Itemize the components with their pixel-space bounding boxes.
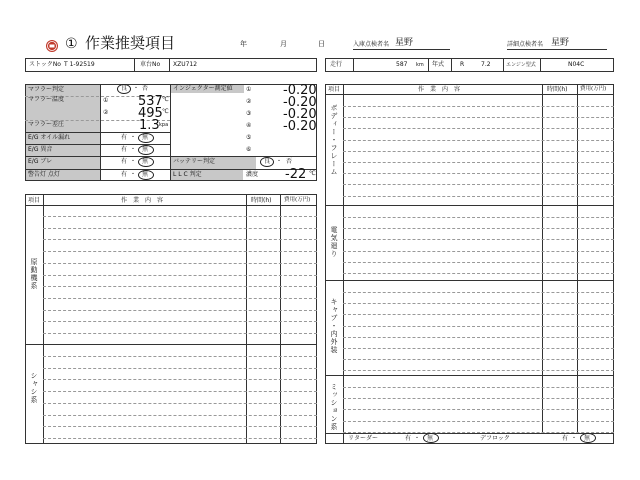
engine-type-value: N04C xyxy=(568,61,585,68)
ruling-line xyxy=(343,273,614,274)
year-era: R xyxy=(460,61,465,68)
ruling-line xyxy=(43,403,317,404)
retarder-label: リターダー xyxy=(348,435,379,442)
temp1-unit: ℃ xyxy=(162,96,169,103)
ruling-line xyxy=(343,162,614,163)
warning-yes: 有 xyxy=(121,171,128,178)
noise-none: 無 xyxy=(142,146,149,153)
left-col-work: 作 業 内 容 xyxy=(121,197,164,204)
ruling-line xyxy=(43,228,317,229)
ruling-line xyxy=(343,228,614,229)
right-col-item: 項目 xyxy=(328,86,341,93)
ruling-line xyxy=(343,370,614,371)
oil-leak-dot: ・ xyxy=(130,134,137,141)
diff-lock-dot: ・ xyxy=(571,435,578,442)
ruling-line xyxy=(43,286,317,287)
injector-1-num: ① xyxy=(246,86,252,93)
battery-dot: ・ xyxy=(276,158,283,165)
diff-unit: kpa xyxy=(159,122,169,128)
muffler-judge-good: 良 xyxy=(121,85,128,92)
ruling-line xyxy=(343,292,614,293)
section-cab: キャブ・内外装 xyxy=(330,298,338,354)
temp2-value: 495 xyxy=(138,106,163,121)
ruling-line xyxy=(43,251,317,252)
ruling-line xyxy=(343,303,614,304)
right-col-hours: 時間(h) xyxy=(547,86,568,93)
ruling-line xyxy=(343,251,614,252)
ruling-line xyxy=(343,432,614,433)
year-label: 年式 xyxy=(432,61,445,68)
mileage-value: 587 xyxy=(396,61,408,68)
ruling-line xyxy=(43,239,317,240)
ruling-line xyxy=(343,262,614,263)
ruling-line xyxy=(43,391,317,392)
ruling-line xyxy=(343,196,614,197)
right-work-table xyxy=(325,84,614,444)
section-electrical: 電気廻り xyxy=(330,226,338,258)
injector-label: インジェクター測定値 xyxy=(173,85,233,92)
vibration-none: 無 xyxy=(142,158,149,165)
ruling-line xyxy=(343,184,614,185)
warning-dot: ・ xyxy=(130,171,137,178)
ruling-line xyxy=(43,216,317,217)
ruling-line xyxy=(343,128,614,129)
ruling-line xyxy=(343,239,614,240)
retarder-none: 無 xyxy=(427,435,434,442)
warning-none: 無 xyxy=(142,171,149,178)
battery-label: バッテリー判定 xyxy=(173,158,216,165)
section-body-frame: ボディー・フレーム xyxy=(330,104,338,176)
muffler-diff-label: マフラー差圧 xyxy=(28,121,65,128)
detail-inspector-value: 星野 xyxy=(551,38,570,48)
ruling-line xyxy=(343,421,614,422)
noise-dot: ・ xyxy=(130,146,137,153)
year-value: 7.2 xyxy=(481,61,491,68)
ruling-line xyxy=(43,356,317,357)
right-col-work: 作 業 内 容 xyxy=(418,86,461,93)
number-mark: ① xyxy=(65,36,78,52)
injector-6-num: ⑥ xyxy=(246,146,252,153)
ruling-line xyxy=(343,348,614,349)
engine-type-label: エンジン型式 xyxy=(506,62,536,68)
date-month-label: 月 xyxy=(280,40,287,48)
ruling-line xyxy=(43,275,317,276)
ruling-line xyxy=(43,263,317,264)
concentration-label: 濃度 xyxy=(246,171,259,178)
battery-no: 否 xyxy=(286,158,293,165)
left-col-cost: 費用(万円) xyxy=(284,197,311,203)
abnormal-noise-label: E/G 異音 xyxy=(28,146,53,153)
oil-leak-none: 無 xyxy=(142,134,149,141)
mileage-unit: km xyxy=(416,62,424,68)
temp2-unit: ℃ xyxy=(162,108,169,115)
ruling-line xyxy=(343,359,614,360)
injector-4-value: -0.20 xyxy=(283,119,317,134)
left-col-hours: 時間(h) xyxy=(251,197,272,204)
injector-1-value: -0.20 xyxy=(283,83,317,98)
detail-inspector-label: 詳細点検者名 xyxy=(507,41,544,48)
stock-no-value: T 1-92519 xyxy=(64,61,95,68)
left-work-table xyxy=(25,194,317,444)
ruling-line xyxy=(43,426,317,427)
temp1-value: 537 xyxy=(138,94,163,109)
ruling-line xyxy=(343,326,614,327)
concentration-unit: ℃ xyxy=(309,170,316,177)
injector-2-num: ② xyxy=(246,98,252,105)
injector-2-value: -0.20 xyxy=(283,95,317,110)
ruling-line xyxy=(43,415,317,416)
ruling-line xyxy=(343,398,614,399)
battery-good: 良 xyxy=(264,158,271,165)
diff-lock-none: 無 xyxy=(584,435,591,442)
warning-lamp-label: 警告灯 点灯 xyxy=(28,171,60,178)
diff-lock-label: デフロック xyxy=(480,435,510,442)
ruling-line xyxy=(43,298,317,299)
intake-inspector-value: 星野 xyxy=(395,38,414,48)
oil-leak-label: E/G オイル漏れ xyxy=(28,134,71,141)
retarder-yes: 有 xyxy=(405,435,412,442)
date-day-label: 日 xyxy=(318,40,325,48)
ruling-line xyxy=(343,173,614,174)
ruling-line xyxy=(43,333,317,334)
section-chassis: シャシ系 xyxy=(30,372,38,404)
injector-3-num: ③ xyxy=(246,110,252,117)
intake-inspector-label: 入庫点検者名 xyxy=(353,41,390,48)
muffler-temp-label: マフラー温度 xyxy=(28,96,65,103)
left-col-item: 項目 xyxy=(28,197,41,204)
date-year-label: 年 xyxy=(240,40,247,48)
noise-yes: 有 xyxy=(121,146,128,153)
section-mission: ミッション系 xyxy=(330,383,338,431)
ruling-line xyxy=(43,321,317,322)
section-engine: 原動機系 xyxy=(30,258,38,290)
chassis-no-label: 車台No xyxy=(140,61,161,68)
ruling-line xyxy=(43,368,317,369)
retarder-dot: ・ xyxy=(414,435,421,442)
vibration-yes: 有 xyxy=(121,158,128,165)
muffler-judge-no: 否 xyxy=(142,85,149,92)
chassis-no-value: XZU712 xyxy=(173,61,198,68)
temp1-num: ① xyxy=(103,97,109,104)
ruling-line xyxy=(43,379,317,380)
ruling-line xyxy=(343,217,614,218)
page-title: 作業推奨項目 xyxy=(85,34,176,52)
ruling-line xyxy=(43,438,317,439)
ruling-line xyxy=(343,337,614,338)
oil-leak-yes: 有 xyxy=(121,134,128,141)
ruling-line xyxy=(343,106,614,107)
ruling-line xyxy=(343,409,614,410)
vibration-label: E/G ブレ xyxy=(28,158,53,165)
injector-3-value: -0.20 xyxy=(283,107,317,122)
company-logo-icon xyxy=(45,38,59,52)
vibration-dot: ・ xyxy=(130,158,137,165)
injector-5-num: ⑤ xyxy=(246,134,252,141)
ruling-line xyxy=(343,140,614,141)
muffler-judge-label: マフラー判定 xyxy=(28,86,65,93)
ruling-line xyxy=(343,387,614,388)
muffler-judge-dot: ・ xyxy=(133,85,140,92)
injector-4-num: ④ xyxy=(246,122,252,129)
concentration-value: -22 xyxy=(285,167,307,182)
mileage-label: 走行 xyxy=(330,61,343,68)
diff-lock-yes: 有 xyxy=(562,435,569,442)
right-col-cost: 費用(万円) xyxy=(580,86,607,92)
temp2-num: ② xyxy=(103,109,109,116)
ruling-line xyxy=(343,151,614,152)
ruling-line xyxy=(343,314,614,315)
ruling-line xyxy=(343,117,614,118)
llc-label: L L C 判定 xyxy=(173,171,202,178)
stock-no-label: ストックNo xyxy=(29,61,61,68)
ruling-line xyxy=(43,310,317,311)
diff-value: 1.3 xyxy=(139,118,160,133)
